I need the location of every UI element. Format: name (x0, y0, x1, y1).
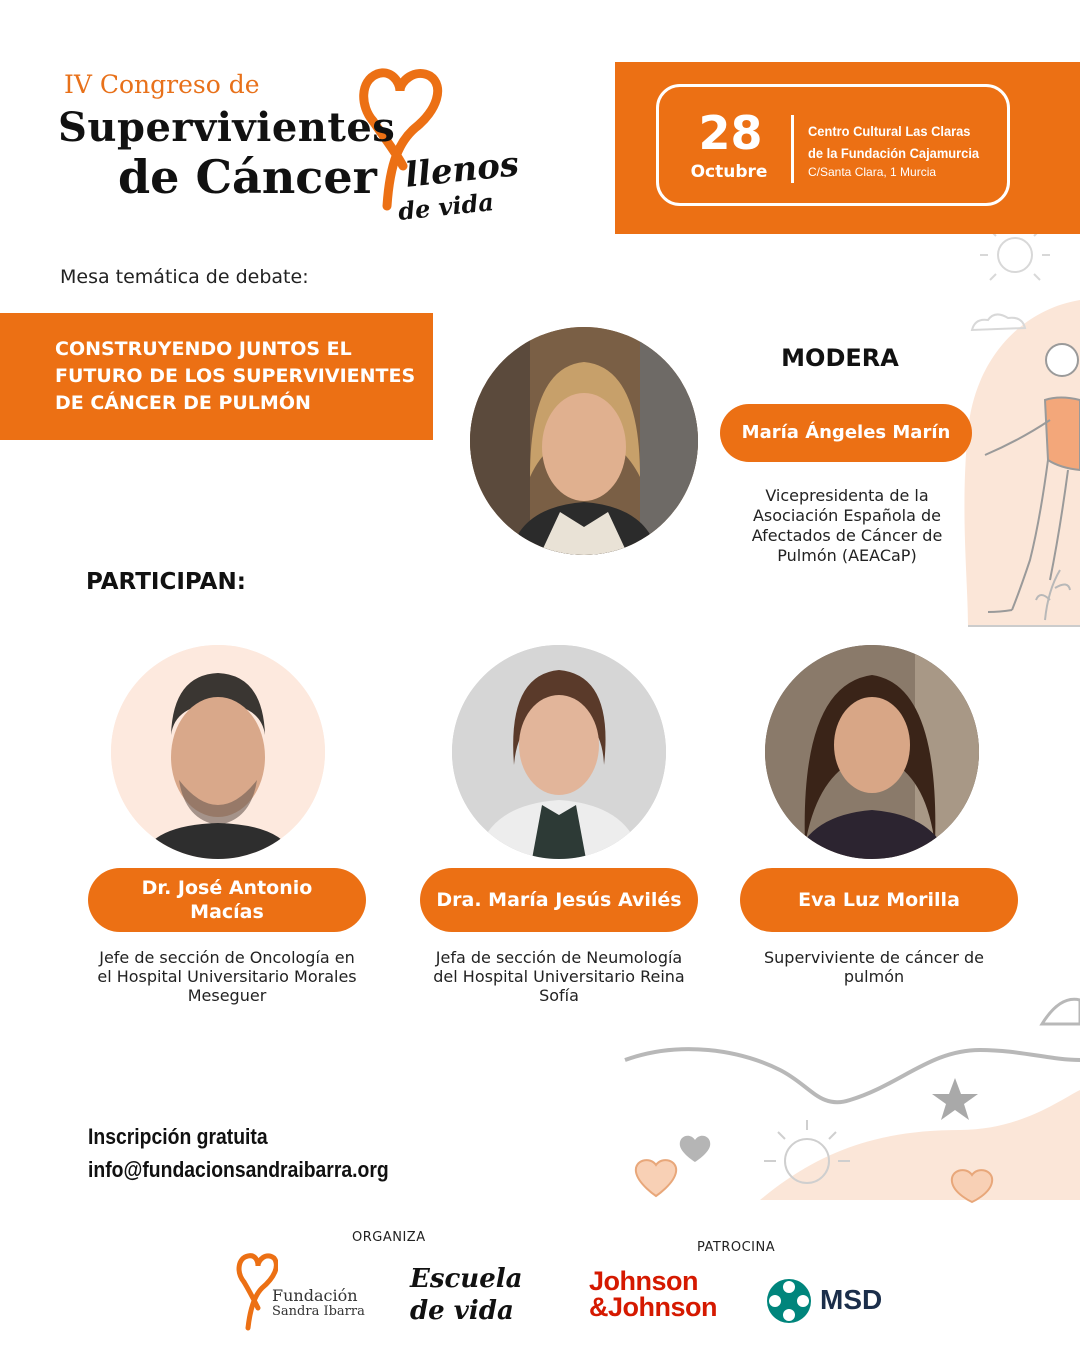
topic-title: CONSTRUYENDO JUNTOS EL FUTURO DE LOS SUPERVIVIENTES DE CÁNCER DE PULMÓN (55, 338, 416, 414)
participants-heading: PARTICIPAN: (86, 569, 246, 595)
registration-label: Inscripción gratuita (88, 1124, 268, 1149)
patrocina-label: PATROCINA (697, 1240, 776, 1255)
escuela-logo-line2: de vida (410, 1296, 514, 1326)
fundacion-logo-line2: Sandra Ibarra (272, 1304, 365, 1319)
participant-role-3: Superviviente de cáncer de pulmón (763, 948, 985, 986)
jj-logo-line1: Johnson (589, 1266, 698, 1296)
participant-role-1: Jefe de sección de Oncología en el Hospital Universitario Morales Meseguer (97, 948, 357, 1005)
moderator-photo (470, 327, 698, 555)
event-month: Octubre (690, 162, 768, 182)
logo-title-line1: Supervivientes (58, 104, 396, 151)
participant-name-badge-1: Dr. José Antonio Macías (88, 868, 366, 932)
date-divider (791, 115, 794, 183)
participant-name-badge-2: Dra. María Jesús Avilés (420, 868, 698, 932)
fundacion-logo-line1: Fundación (272, 1286, 358, 1305)
participant-photo-2 (452, 645, 666, 859)
mesa-label: Mesa temática de debate: (60, 266, 309, 288)
moderator-name-badge: María Ángeles Marín (720, 404, 972, 462)
registration-email[interactable]: info@fundacionsandraibarra.org (88, 1157, 389, 1182)
logo-script-line1: llenos (403, 144, 521, 196)
venue-address: C/Santa Clara, 1 Murcia (808, 165, 937, 179)
jj-logo-line2: &Johnson (589, 1292, 717, 1322)
participant-name-badge-3: Eva Luz Morilla (740, 868, 1018, 932)
moderator-role: Vicepresidenta de la Asociación Española de Afectados de Cáncer de Pulmón (AEACaP) (751, 486, 943, 565)
msd-logo-text: MSD (820, 1284, 883, 1315)
congress-edition: IV Congreso de (64, 70, 260, 99)
logo-title-line2: de Cáncer (118, 150, 377, 204)
participant-role-2: Jefa de sección de Neumología del Hospital Universitario Reina Sofía (433, 948, 685, 1005)
moderator-heading: MODERA (781, 344, 899, 372)
logo-script-line2: de vida (396, 187, 496, 226)
venue-name-line1: Centro Cultural Las Claras (808, 123, 971, 139)
venue-name-line2: de la Fundación Cajamurcia (808, 145, 980, 161)
event-day: 28 (698, 106, 763, 160)
escuela-logo-line1: Escuela (410, 1264, 523, 1294)
organiza-label: ORGANIZA (352, 1230, 426, 1245)
participant-photo-3 (765, 645, 979, 859)
msd-logo-icon (766, 1278, 812, 1324)
participant-photo-1 (111, 645, 325, 859)
